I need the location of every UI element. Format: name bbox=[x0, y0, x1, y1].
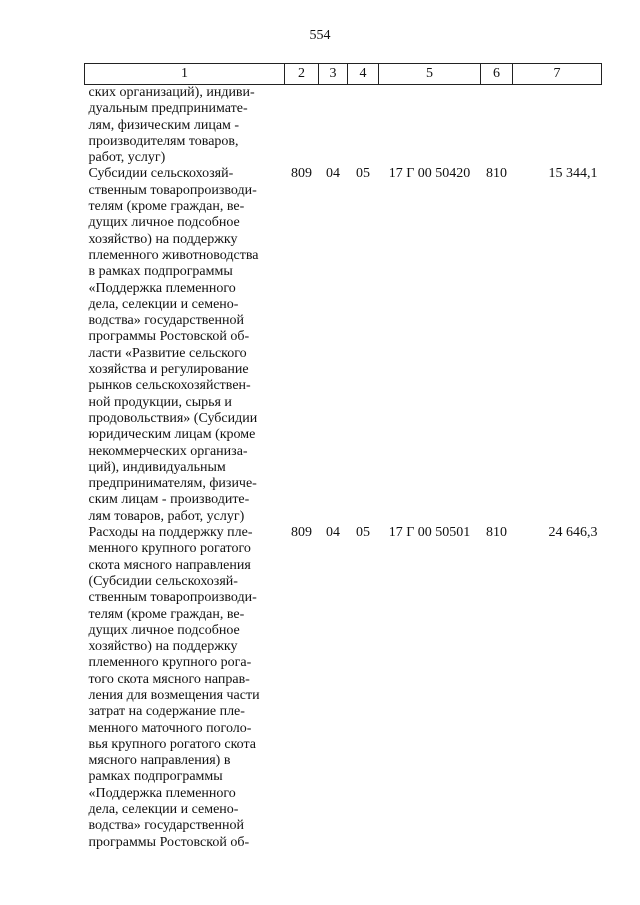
row-subsection: 05 bbox=[356, 525, 370, 541]
description-line: дуальным предпринимате- bbox=[88, 101, 248, 117]
description-line: дущих личное подсобное bbox=[88, 215, 240, 231]
description-line: скота мясного направления bbox=[88, 557, 251, 573]
description-line: дущих личное подсобное bbox=[88, 622, 240, 638]
description-line: дела, селекции и семено- bbox=[88, 296, 239, 312]
description-line: Расходы на поддержку пле- bbox=[88, 525, 253, 541]
description-line: работ, услуг) bbox=[88, 150, 166, 166]
row-min-code: 809 bbox=[291, 525, 312, 541]
description-line: водства» государственной bbox=[88, 818, 244, 834]
row-description bbox=[85, 525, 285, 851]
description-line: хозяйство) на поддержку bbox=[88, 639, 238, 655]
description-line: телям (кроме граждан, ве- bbox=[88, 606, 245, 622]
description-line: племенного крупного рога- bbox=[88, 655, 252, 671]
description-line: того скота мясного направ- bbox=[88, 671, 250, 687]
description-line: вья крупного рогатого скота bbox=[88, 736, 256, 752]
description-line: ций), индивидуальным bbox=[88, 459, 226, 475]
header-cell-5: 5 bbox=[379, 64, 481, 85]
budget-table bbox=[84, 63, 602, 851]
description-line: продовольствия» (Субсидии bbox=[88, 410, 258, 426]
row-subsection: 05 bbox=[356, 166, 370, 182]
table-row bbox=[85, 525, 602, 851]
description-line: рынков сельскохозяйствен- bbox=[88, 378, 251, 394]
description-line: производителям товаров, bbox=[88, 133, 239, 149]
row-section: 04 bbox=[326, 166, 340, 182]
description-line: в рамках подпрограммы bbox=[88, 264, 233, 280]
description-line: хозяйство) на поддержку bbox=[88, 231, 238, 247]
row-expense-type: 810 bbox=[486, 525, 507, 541]
description-line: ственным товаропроизводи- bbox=[88, 590, 257, 606]
description-line: программы Ростовской об- bbox=[88, 834, 250, 850]
description-line: (Субсидии сельскохозяй- bbox=[88, 573, 238, 589]
description-line: телям (кроме граждан, ве- bbox=[88, 199, 245, 215]
description-line: ских организаций), индиви- bbox=[88, 85, 255, 100]
description-line: племенного животноводства bbox=[88, 247, 259, 263]
header-cell-7: 7 bbox=[513, 64, 602, 85]
description-line: «Поддержка племенного bbox=[88, 280, 236, 296]
row-section: 04 bbox=[326, 525, 340, 541]
description-line: программы Ростовской об- bbox=[88, 329, 250, 345]
row-target-code: 17 Г 00 50501 bbox=[388, 525, 471, 541]
description-line: менного маточного поголо- bbox=[88, 720, 252, 736]
header-cell-3: 3 bbox=[319, 64, 348, 85]
table-row bbox=[85, 166, 602, 525]
row-min-code: 809 bbox=[291, 166, 312, 182]
row-amount: 24 646,3 bbox=[548, 525, 598, 541]
description-line: рамках подпрограммы bbox=[88, 769, 223, 785]
header-row bbox=[85, 64, 602, 85]
description-line: ственным товаропроизводи- bbox=[88, 182, 257, 198]
description-line: ления для возмещения части bbox=[88, 687, 260, 703]
header-cell-1: 1 bbox=[85, 64, 285, 85]
row-description bbox=[85, 166, 285, 525]
row-target-code: 17 Г 00 50420 bbox=[388, 166, 471, 182]
description-line: затрат на содержание пле- bbox=[88, 704, 245, 720]
header-cell-6: 6 bbox=[481, 64, 513, 85]
description-line: лям товаров, работ, услуг) bbox=[88, 508, 245, 524]
description-line: хозяйства и регулирование bbox=[88, 362, 249, 378]
description-line: лям, физическим лицам - bbox=[88, 117, 240, 133]
description-line: мясного направления) в bbox=[88, 753, 231, 769]
header-cell-4: 4 bbox=[348, 64, 379, 85]
page-number: 554 bbox=[309, 28, 331, 43]
description-line: менного крупного рогатого bbox=[88, 541, 251, 557]
description-line: дела, селекции и семено- bbox=[88, 802, 239, 818]
continuation-description bbox=[85, 85, 285, 167]
description-line: предпринимателям, физиче- bbox=[88, 476, 257, 492]
description-line: Субсидии сельскохозяй- bbox=[88, 166, 234, 182]
row-expense-type: 810 bbox=[486, 166, 507, 182]
description-line: ласти «Развитие сельского bbox=[88, 345, 247, 361]
description-line: юридическим лицам (кроме bbox=[88, 427, 256, 443]
description-line: «Поддержка племенного bbox=[88, 785, 236, 801]
description-line: некоммерческих организа- bbox=[88, 443, 248, 459]
description-line: ной продукции, сырья и bbox=[88, 394, 232, 410]
header-cell-2: 2 bbox=[285, 64, 319, 85]
description-line: ским лицам - производите- bbox=[88, 492, 250, 508]
description-line: водства» государственной bbox=[88, 313, 244, 329]
continuation-row bbox=[85, 85, 602, 167]
row-amount: 15 344,1 bbox=[548, 166, 598, 182]
